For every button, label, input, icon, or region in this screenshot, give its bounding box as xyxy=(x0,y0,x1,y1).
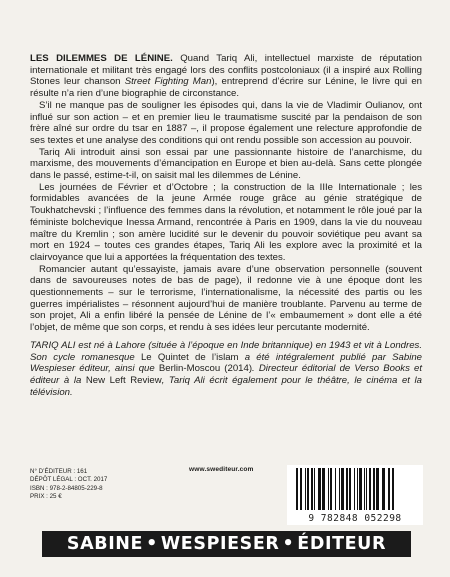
barcode-digits: 9 782848 052298 xyxy=(308,513,402,524)
barcode-bar xyxy=(392,468,394,510)
author-bio xyxy=(30,340,422,399)
publisher-name-1: SABINE xyxy=(66,534,144,554)
text-run: . Directeur éditorial de Verso Books et éditeur à la xyxy=(30,363,422,386)
paragraph-3: Tariq Ali introduit ainsi son essai par une passionnante histoire de l’anarchisme, du marxisme, des mouvements d’émancipation en Europe et bien au-delà. Sans cette plongée dans le passé, estime-t-il, on saisit mal les dilemmes de Lénine. xyxy=(30,146,422,182)
barcode-bar xyxy=(388,468,390,510)
barcode-bar xyxy=(335,468,336,510)
barcode-bar xyxy=(322,468,325,510)
publisher-banner xyxy=(42,531,411,557)
barcode-bar xyxy=(300,468,302,510)
barcode-bar xyxy=(341,468,344,510)
barcode-bar xyxy=(318,468,321,510)
text-run: Le Quintet de l’islam xyxy=(140,351,239,363)
text-run: est né à Lahore (située à l’époque en Inde britannique) en 1943 et vit à Londres. Son cycle romanesque xyxy=(30,339,422,363)
paragraph-intro xyxy=(30,53,422,100)
barcode-bar xyxy=(364,468,365,510)
back-cover-text xyxy=(30,53,422,398)
barcode-bar xyxy=(373,468,375,510)
isbn: ISBN : 978-2-84805-229-8 xyxy=(30,484,103,492)
barcode-bar xyxy=(339,468,340,510)
barcode-bar xyxy=(369,468,371,510)
text-run: , Tariq Ali écrit également pour le théâtre, le cinéma et la télévision. xyxy=(30,374,422,398)
editor-number: N° D’ÉDITEUR : 161 xyxy=(30,468,88,475)
paragraph-5: Romancier autant qu’essayiste, jamais avare d’une observation personnelle (souvent dans de savoureuses notes de bas de page), il redonne vie à une époque dont les questionnements – sur le terrorisme, l’internationalisme, la nécessité des partis ou les guerres impérialistes – résonnent aujourd’hui de manière troublante. Parvenu au terme de son projet, Ali a enfin libéré la pensée de Lénine de l’« embaumement » dont elle a été l’objet, de même que son corps, et rendu à ses idées leur percutante modernité. xyxy=(30,263,422,334)
legal-deposit: DÉPÔT LÉGAL : OCT. 2017 xyxy=(30,476,108,484)
text-run: New Left Review xyxy=(85,374,162,386)
barcode-icon xyxy=(294,468,416,512)
barcode-bar xyxy=(330,468,332,510)
text-run: Street Fighting Man xyxy=(124,76,212,88)
publisher-website: www.swediteur.com xyxy=(189,466,254,473)
publisher-name-3: ÉDITEUR xyxy=(297,534,387,554)
paragraph-2: S’il ne manque pas de souligner les épisodes qui, dans la vie de Vladimir Oulianov, ont influé sur son action – et en premier lieu le traumatisme suscité par la pendaison de son frère aîné sur ordre du tsar en 1887 –, il propose également une relecture approfondie de ses textes et une analyse des conditions qui ont rendu possible son accession au pouvoir. xyxy=(30,99,422,146)
text-run: ), entreprend d’écrire sur Lénine, le livre qui en résulte n’a rien d’une biographie de circonstance. xyxy=(30,76,422,100)
barcode-bar xyxy=(359,468,362,510)
barcode-bar xyxy=(311,468,313,510)
barcode-bar xyxy=(354,468,355,510)
barcode-bar xyxy=(307,468,309,510)
publisher-dot-1: • xyxy=(146,534,158,554)
legal-info xyxy=(30,468,107,502)
text-run: Quand Tariq Ali, intellectuel marxiste de réputation internationale et militant très engagé lors des conflits postcoloniaux (il a inspiré aux Rolling Stones leur chanson xyxy=(30,53,422,88)
book-title: LES DILEMMES DE LÉNINE. xyxy=(30,53,173,64)
barcode-bar xyxy=(349,468,351,510)
barcode-bar xyxy=(366,468,367,510)
barcode-bar xyxy=(376,468,379,510)
price: PRIX : 25 € xyxy=(30,493,62,501)
barcode-bar xyxy=(314,468,315,510)
text-run: Berlin-Moscou (2014) xyxy=(158,363,253,375)
barcode-bar xyxy=(346,468,348,510)
publisher-name-2: WESPIESER xyxy=(160,534,280,554)
text-run: a été intégralement publié par Sabine Wespieser éditeur, ainsi que xyxy=(30,351,423,375)
barcode-bar xyxy=(382,468,385,510)
text-run: TARIQ ALI xyxy=(30,339,76,351)
barcode-bar xyxy=(296,468,298,510)
paragraph-4: Les journées de Février et d’Octobre ; la construction de la IIIe Internationale ; les formidables avancées de la jeune Armée rouge grâce au génie stratégique de Toukhatchevski ; l’influence des femmes dans la révolution, et notamment le rôle joué par la féministe bolchevique Inessa Armand, rencontrée à Paris en 1909, dans la vie du nouveau maître du Kremlin ; son amère lucidité sur le devenir du pouvoir soviétique peu avant sa mort en 1924 – toutes ces grandes étapes, Tariq Ali les explore avec la proximité et la clairvoyance que lui a apportées la fréquentation des textes. xyxy=(30,181,422,263)
barcode-bar xyxy=(328,468,329,510)
barcode-bar xyxy=(357,468,358,510)
publisher-dot-2: • xyxy=(282,534,295,554)
barcode-bar xyxy=(305,468,306,510)
barcode xyxy=(287,465,423,525)
